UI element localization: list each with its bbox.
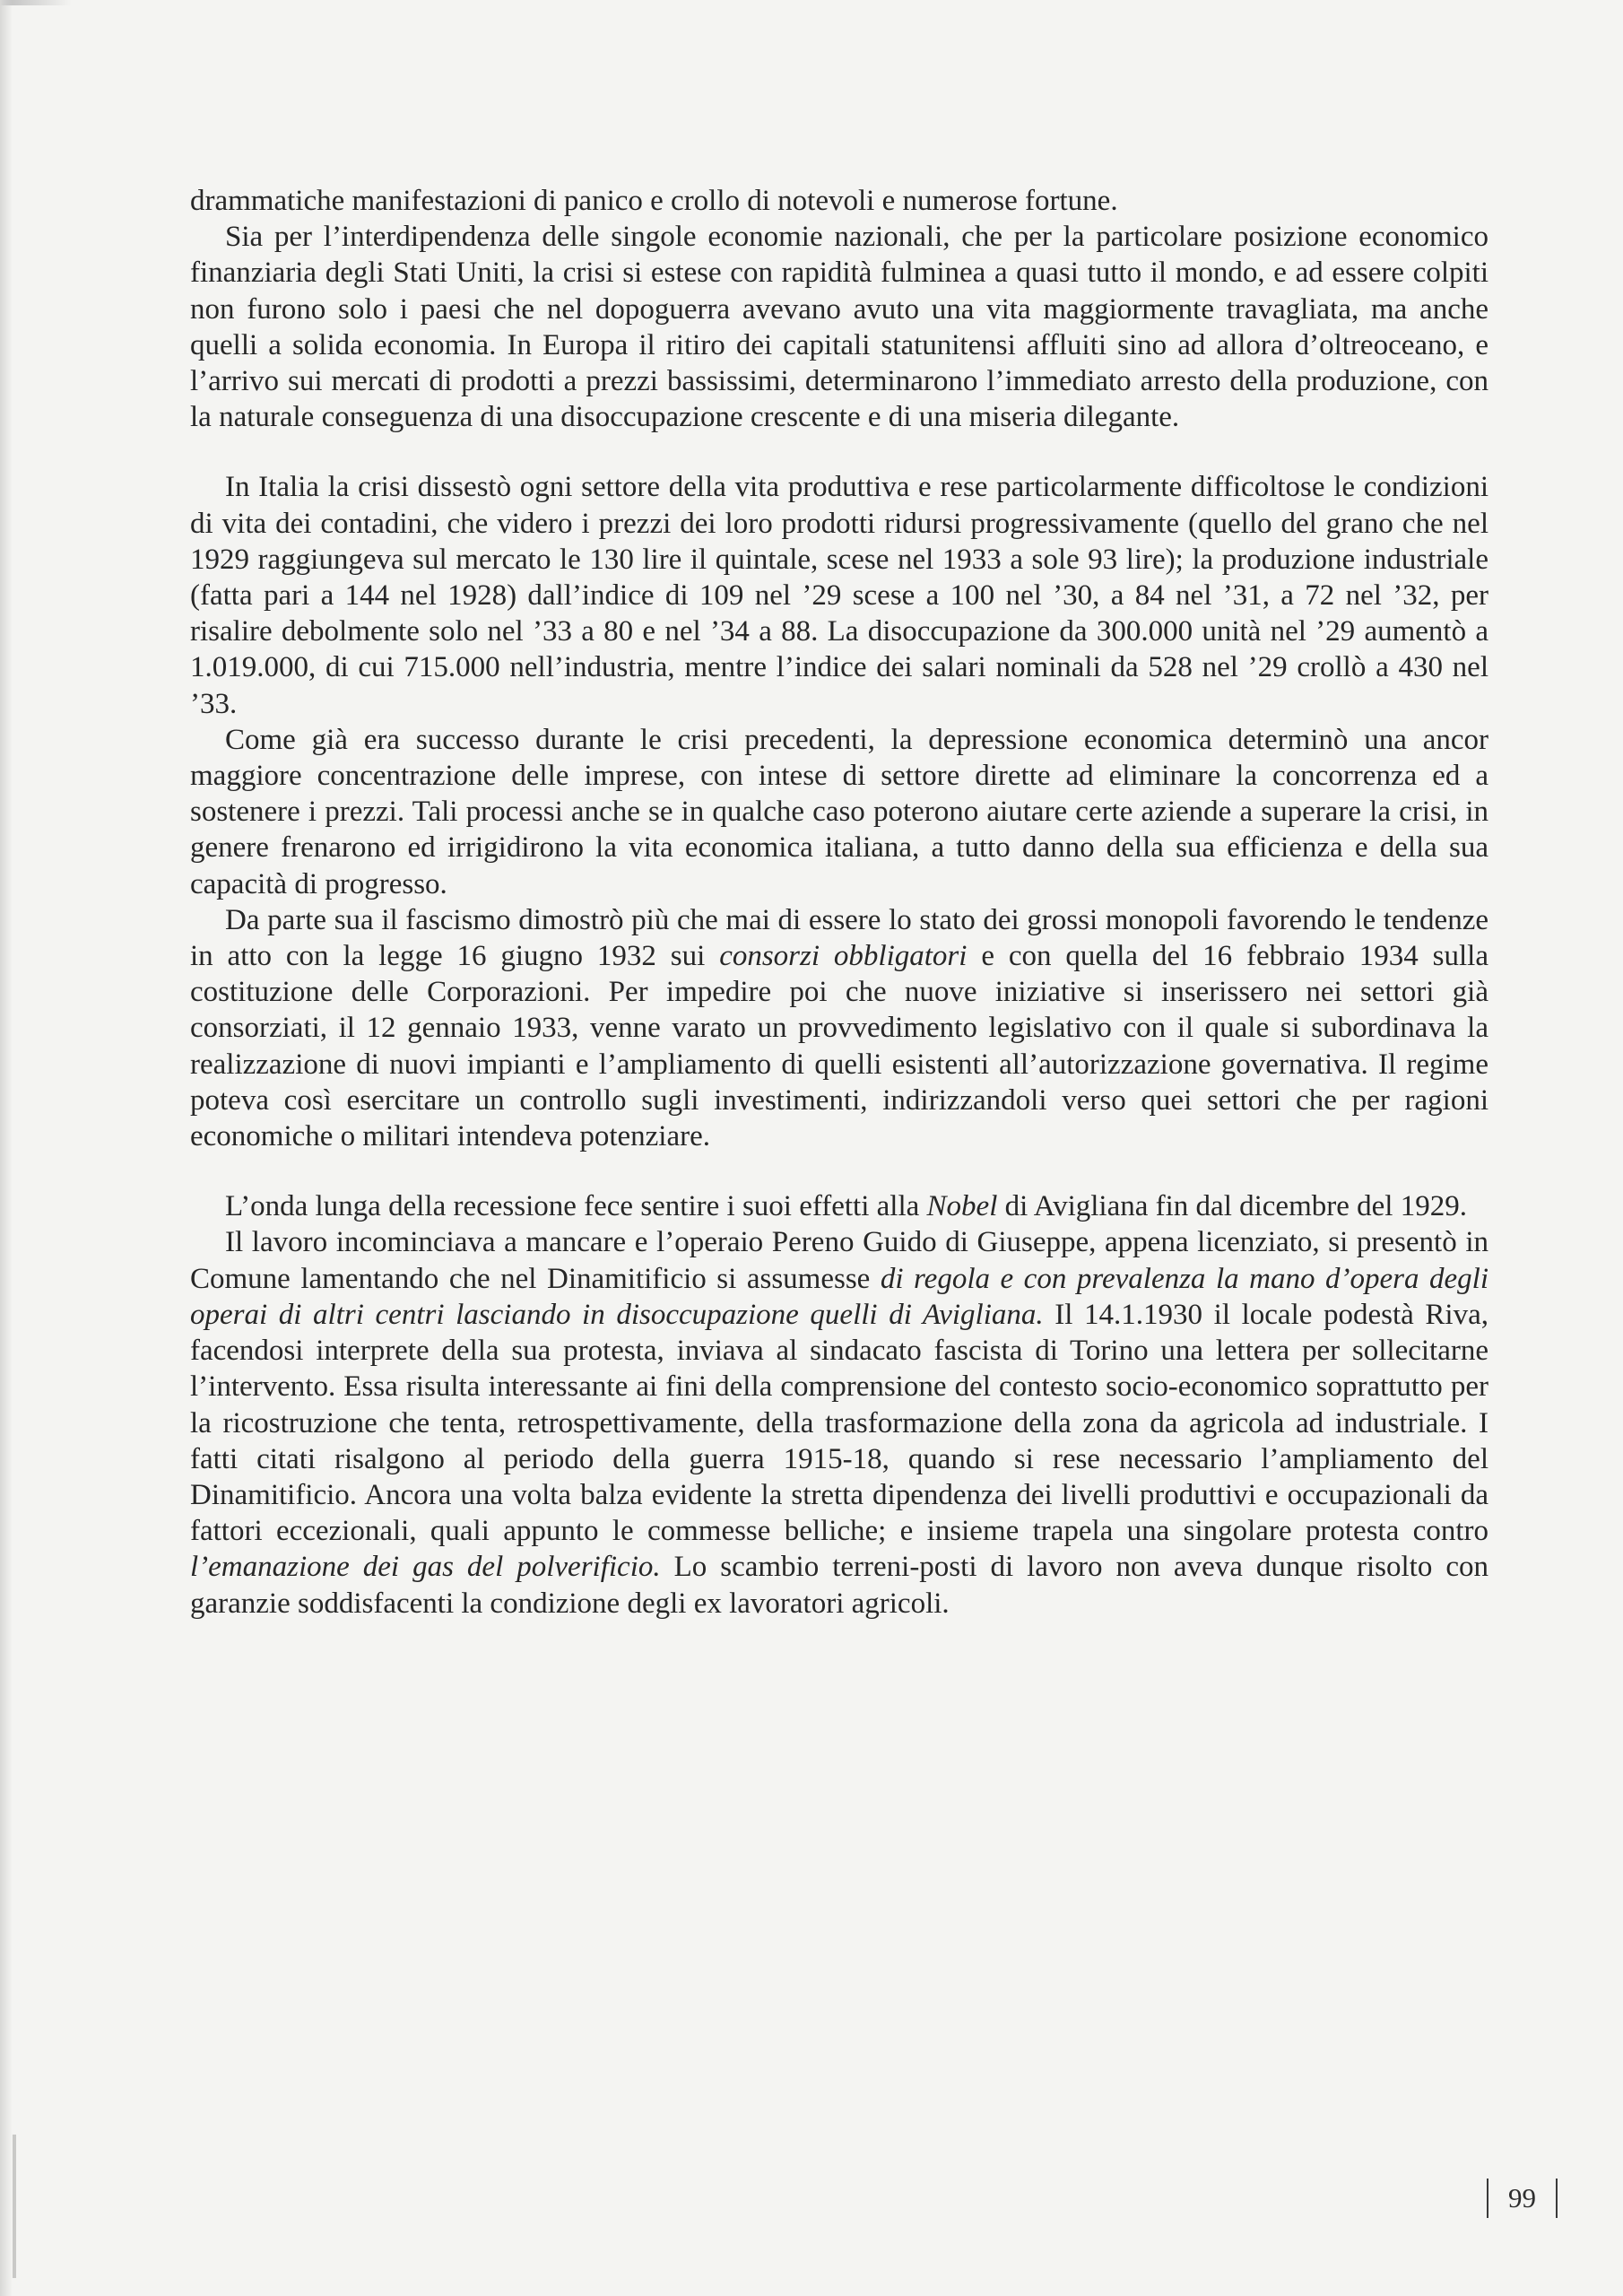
text-run: Come già era successo durante le crisi precedenti, la depressione economica determinò una ancor maggiore concentrazione delle imprese, con intese di settore dirette ad eliminare la concorrenza ed a sostenere i prezzi. Tali processi anche se in qualche caso poterono aiutare certe aziende a superare la crisi, in genere frenarono ed irrigidirono la vita economica italiana, a tutto danno della sua efficienza e della sua capacità di progresso. xyxy=(190,723,1488,900)
italic-text: l’emanazione dei gas del polverificio. xyxy=(190,1551,661,1584)
italic-text: consorzi obbligatori xyxy=(719,940,968,973)
text-run: Sia per l’interdipendenza delle singole economie nazionali, che per la particolare posizione economico finanziaria degli Stati Uniti, la crisi si estese con rapidità fulminea a quasi tutto il mondo, e ad essere colpiti non furono solo i paesi che nel dopoguerra avevano avuto una vita maggiormente travagliata, ma anche quelli a solida economia. In Europa il ritiro dei capitali statunitensi affluiti sino ad allora d’oltreoceano, e l’arrivo sui mercati di prodotti a prezzi bassissimi, determinarono l’immediato arresto della produzione, con la naturale conseguenza di una disoccupazione crescente e di una miseria dilegante. xyxy=(190,221,1488,434)
body-text xyxy=(190,183,1488,1622)
text-run: In Italia la crisi dissestò ogni settore della vita produttiva e rese particolarmente difficoltose le condizioni di vita dei contadini, che videro i prezzi dei loro prodotti ridursi progressivamente (quello del grano che nel 1929 raggiungeva sul mercato le 130 lire il quintale, scese nel 1933 a sole 93 lire); la produzione industriale (fatta pari a 144 nel 1928) dall’indice di 109 nel ’29 scese a 100 nel ’30, a 84 nel ’31, a 72 nel ’32, per risalire debolmente solo nel ’33 a 80 e nel ’34 a 88. La disoccupazione da 300.000 unità nel ’29 aumentò a 1.019.000, di cui 715.000 nell’industria, mentre l’indice dei salari nominali da 528 nel ’29 crollò a 430 nel ’33. xyxy=(190,471,1488,720)
page-folio xyxy=(1487,2178,1558,2219)
paragraph xyxy=(190,1224,1488,1621)
paragraph xyxy=(190,219,1488,435)
text-run: Il lavoro incominciava a mancare e l’operaio Pereno Guido di Giuseppe, appena licenziato, si presentò in Comune lamentando che nel Dinamitificio si assumesse xyxy=(190,1226,1488,1295)
text-run: di Avigliana fin dal dicembre del 1929. xyxy=(997,1190,1467,1223)
text-run: Il 14.1.1930 il locale podestà Riva, facendosi interprete della sua protesta, inviava al sindacato fascista di Torino una lettera per sollecitarne l’intervento. Essa risulta interessante ai fini della comprensione del contesto socio-economico soprattutto per la ricostruzione che tenta, retrospettivamente, della trasformazione della zona da agricola ad industriale. I fatti citati risalgono al periodo della guerra 1915-18, quando si rese necessario l’ampliamento del Dinamitificio. Ancora una volta balza evidente la stretta dipendenza dei livelli produttivi e occupazionali da fattori eccezionali, quali appunto le commesse belliche; e insieme trapela una singolare protesta contro xyxy=(190,1298,1489,1548)
text-run: e con quella del 16 febbraio 1934 sulla costituzione delle Corporazioni. Per impedire poi che nuove iniziative si inserissero nei settori già consorziati, il 12 gennaio 1933, venne varato un provvedimento legislativo con il quale si subordinava la realizzazione di nuovi impianti e l’ampliamento di quelli esistenti all’autorizzazione governativa. Il regime poteva così esercitare un controllo sugli investimenti, indirizzandoli verso quei settori che per ragioni economiche o militari intendeva potenziare. xyxy=(190,940,1488,1153)
page-number: 99 xyxy=(1508,2182,1536,2213)
paragraph xyxy=(190,183,1488,219)
italic-text: Nobel xyxy=(926,1190,998,1223)
text-run: drammatiche manifestazioni di panico e crollo di notevoli e numerose fortune. xyxy=(190,185,1118,217)
paragraph xyxy=(190,902,1488,1154)
text-run: Da parte sua il fascismo dimostrò più che mai di essere lo stato dei grossi monopoli favorendo le tendenze in atto con la legge 16 giugno 1932 sui xyxy=(190,903,1488,973)
text-run: L’onda lunga della recessione fece sentire i suoi effetti alla xyxy=(225,1190,927,1223)
folio-right-rule xyxy=(1556,2179,1558,2218)
paragraph xyxy=(190,722,1488,902)
italic-text: di regola e con prevalenza la mano d’opera degli operai di altri centri lasciando in disoccupazione quelli di Avigliana. xyxy=(190,1262,1488,1331)
paragraph xyxy=(190,469,1488,721)
scan-edge-mark xyxy=(13,2135,16,2278)
paragraph xyxy=(190,1188,1488,1224)
scan-edge-left xyxy=(0,0,13,2296)
text-run: Lo scambio terreni-posti di lavoro non aveva dunque risolto con garanzie soddisfacenti la condizione degli ex lavoratori agricoli. xyxy=(190,1551,1488,1620)
